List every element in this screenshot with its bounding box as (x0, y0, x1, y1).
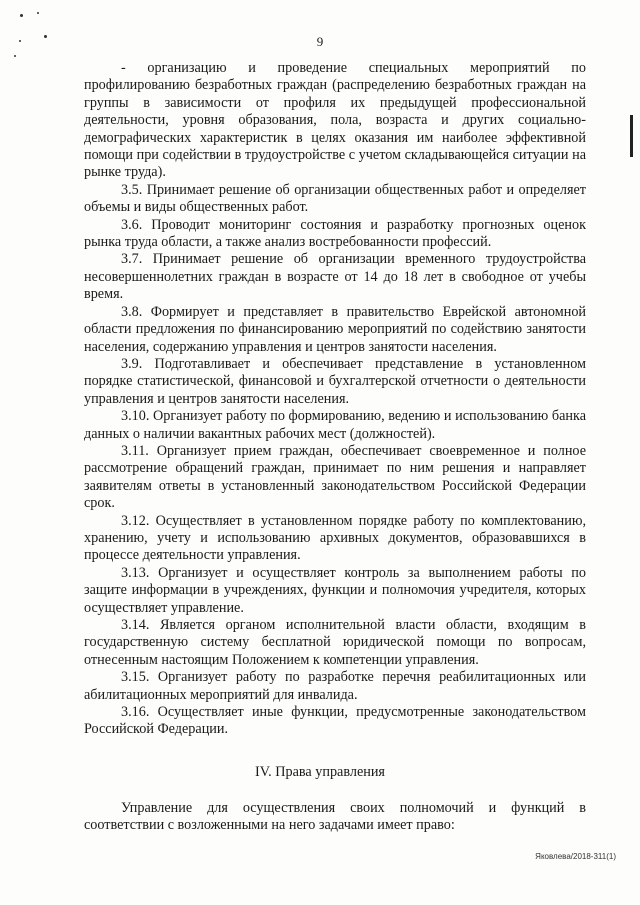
paragraph-3-6: 3.6. Проводит мониторинг состояния и разработку прогнозных оценок рынка труда области, а также анализ востребованности профессий. (84, 216, 586, 251)
scan-speck-5 (14, 55, 16, 57)
paragraph-3-14: 3.14. Является органом исполнительной власти области, входящим в государственную систему бесплатной юридической помощи по вопросам, отнесенным настоящим Положением к компетенции управления. (84, 617, 586, 668)
section-heading: IV. Права управления (255, 764, 385, 780)
paragraph-3-10: 3.10. Организует работу по формированию, ведению и использованию банка данных о наличии вакантных рабочих мест (должностей). (84, 408, 586, 442)
page-number: 9 (316, 34, 324, 49)
paragraph-3-11: 3.11. Организует прием граждан, обеспечивает своевременное и полное рассмотрение обращений граждан, принимает по ним решения и направляет заявителям ответы в установленный законодательством Российской Федерации срок. (84, 442, 586, 512)
paragraph-3-8: 3.8. Формирует и представляет в правительство Еврейской автономной области предложения по финансированию мероприятий по содействию занятости населения, содержанию управления и центров занятости населения. (84, 303, 586, 355)
paragraph-3-7: 3.7. Принимает решение об организации временного трудоустройства несовершеннолетних граждан в возрасте от 14 до 18 лет в свободное от учебы время. (84, 251, 586, 303)
document-body (84, 60, 586, 739)
paragraph-3-16: 3.16. Осуществляет иные функции, предусмотренные законодательством Российской Федерации. (84, 704, 586, 738)
paragraph-3-15: 3.15. Организует работу по разработке перечня реабилитационных или абилитационных мероприятий для инвалида. (84, 669, 586, 703)
footer-code: Яковлева/2018-311(1) (535, 852, 616, 861)
section-intro: Управление для осуществления своих полномочий и функций в соответствии с возложенными на него задачами имеет право: (84, 800, 586, 834)
paragraph-3-13: 3.13. Организует и осуществляет контроль за выполнением работы по защите информации в учреждениях, функции и полномочия учредителя, которых осуществляет управление. (84, 564, 586, 616)
scan-speck-1 (20, 14, 23, 17)
scan-speck-2 (37, 12, 39, 14)
paragraph-3-9: 3.9. Подготавливает и обеспечивает представление в установленном порядке статистической, финансовой и бухгалтерской отчетности о деятельности управления и центров занятости населения. (84, 355, 586, 407)
paragraph-3-12: 3.12. Осуществляет в установленном порядке работу по комплектованию, хранению, учету и использованию архивных документов, образовавшихся в процессе деятельности управления. (84, 512, 586, 564)
section-intro-block (84, 800, 586, 835)
scan-margin-mark (630, 115, 633, 157)
paragraph-profiling: - организацию и проведение специальных мероприятий по профилированию безработных граждан (распределению безработных граждан на группы в зависимости от профиля их предыдущей профессиональной деятельности, уровня образования, пола, возраста и других социально-демографических характеристик в целях оказания им наиболее эффективной помощи при содействии в трудоустройстве с учетом складывающейся ситуации на рынке труда). (84, 60, 586, 181)
paragraph-3-5: 3.5. Принимает решение об организации общественных работ и определяет объемы и виды общественных работ. (84, 181, 586, 216)
